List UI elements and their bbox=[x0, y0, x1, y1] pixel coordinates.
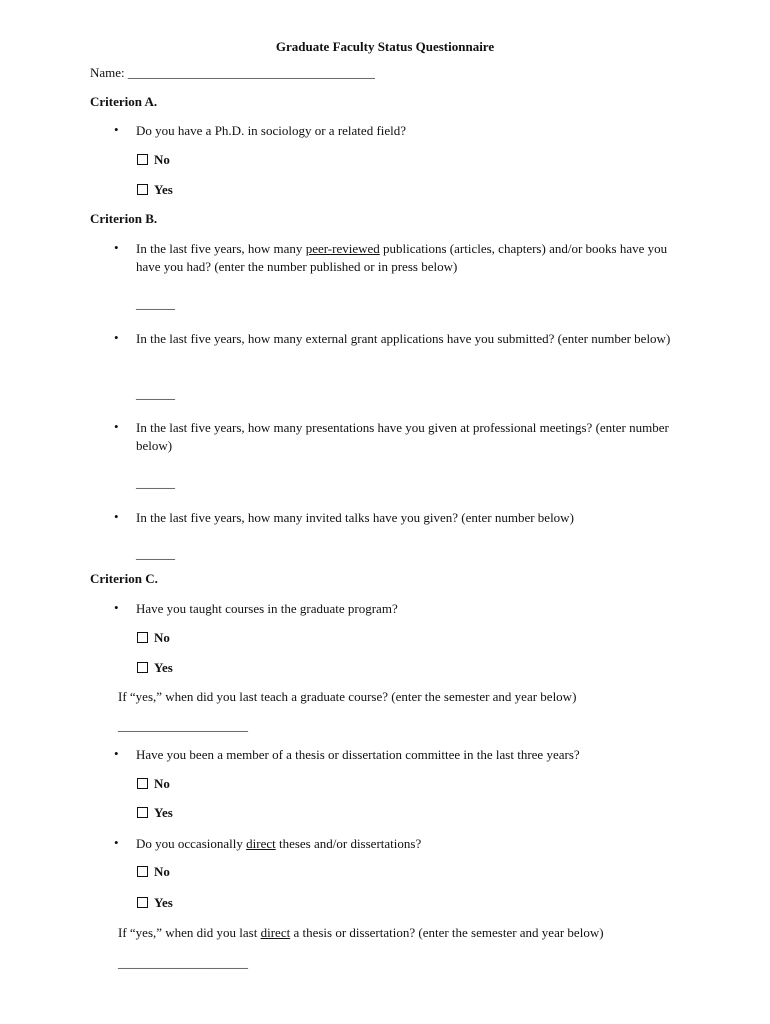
criterion-a-question-1: Do you have a Ph.D. in sociology or a related field? bbox=[136, 123, 407, 138]
criterion-c-q1-followup: If “yes,” when did you last teach a graduate course? (enter the semester and year below) bbox=[118, 689, 577, 704]
bullet-icon: • bbox=[114, 419, 119, 434]
criterion-c-q1-followup-answer[interactable]: ____________________ bbox=[118, 718, 248, 733]
criterion-b-answer-4[interactable]: ______ bbox=[136, 546, 175, 561]
criterion-b-answer-2[interactable]: ______ bbox=[136, 386, 175, 401]
criterion-a-heading: Criterion A. bbox=[90, 94, 158, 109]
question-text: If “yes,” when did you last bbox=[118, 925, 261, 940]
criterion-c-q2-no-option[interactable] bbox=[137, 775, 170, 793]
question-text: publications (articles, chapters) and/or books have you have you had? (enter the number published or in press below) bbox=[136, 241, 668, 274]
option-label: No bbox=[154, 630, 170, 645]
checkbox-icon[interactable] bbox=[137, 897, 148, 908]
criterion-c-q3-no-option[interactable] bbox=[137, 863, 170, 881]
underlined-text: direct bbox=[246, 836, 276, 851]
bullet-icon: • bbox=[114, 240, 119, 255]
criterion-b-question-3: In the last five years, how many presentations have you given at professional meetings? (enter number below) bbox=[136, 420, 669, 453]
name-label: Name: bbox=[90, 65, 125, 80]
checkbox-icon[interactable] bbox=[137, 778, 148, 789]
bullet-icon: • bbox=[114, 600, 119, 615]
criterion-a-no-option[interactable] bbox=[137, 151, 170, 169]
option-label: No bbox=[154, 864, 170, 879]
criterion-c-question-1: Have you taught courses in the graduate program? bbox=[136, 601, 398, 616]
name-row bbox=[90, 64, 375, 82]
checkbox-icon[interactable] bbox=[137, 154, 148, 165]
option-label: Yes bbox=[154, 660, 173, 675]
criterion-c-q1-no-option[interactable] bbox=[137, 629, 170, 647]
bullet-icon: • bbox=[114, 746, 119, 761]
question-text: In the last five years, how many bbox=[136, 241, 306, 256]
checkbox-icon[interactable] bbox=[137, 184, 148, 195]
question-text: a thesis or dissertation? (enter the semester and year below) bbox=[290, 925, 604, 940]
bullet-icon: • bbox=[114, 122, 119, 137]
criterion-c-question-3 bbox=[136, 835, 696, 853]
bullet-icon: • bbox=[114, 330, 119, 345]
criterion-c-q3-followup bbox=[118, 924, 604, 942]
option-label: Yes bbox=[154, 895, 173, 910]
criterion-c-q3-yes-option[interactable] bbox=[137, 894, 173, 912]
option-label: No bbox=[154, 776, 170, 791]
option-label: Yes bbox=[154, 805, 173, 820]
question-text: theses and/or dissertations? bbox=[275, 836, 422, 851]
bullet-icon: • bbox=[114, 835, 119, 850]
checkbox-icon[interactable] bbox=[137, 662, 148, 673]
criterion-b-heading: Criterion B. bbox=[90, 211, 158, 226]
checkbox-icon[interactable] bbox=[137, 632, 148, 643]
underlined-text: peer-reviewed bbox=[305, 241, 380, 256]
name-line[interactable]: ______________________________________ bbox=[127, 65, 375, 80]
option-label: Yes bbox=[154, 182, 173, 197]
criterion-c-q3-followup-answer[interactable]: ____________________ bbox=[118, 955, 248, 970]
checkbox-icon[interactable] bbox=[137, 866, 148, 877]
criterion-c-heading: Criterion C. bbox=[90, 571, 158, 586]
page-title: Graduate Faculty Status Questionnaire bbox=[275, 39, 495, 54]
criterion-b-answer-3[interactable]: ______ bbox=[136, 475, 175, 490]
question-text: Do you occasionally bbox=[136, 836, 247, 851]
checkbox-icon[interactable] bbox=[137, 807, 148, 818]
criterion-c-q2-yes-option[interactable] bbox=[137, 804, 173, 822]
bullet-icon: • bbox=[114, 509, 119, 524]
criterion-b-question-2: In the last five years, how many external grant applications have you submitted? (enter number below) bbox=[136, 331, 671, 346]
criterion-b-answer-1[interactable]: ______ bbox=[136, 296, 175, 311]
criterion-c-q1-yes-option[interactable] bbox=[137, 659, 173, 677]
criterion-b-question-4: In the last five years, how many invited talks have you given? (enter number below) bbox=[136, 510, 574, 525]
underlined-text: direct bbox=[260, 925, 291, 940]
criterion-a-yes-option[interactable] bbox=[137, 181, 173, 199]
criterion-c-question-2: Have you been a member of a thesis or dissertation committee in the last three years? bbox=[136, 747, 580, 762]
criterion-b-question-1 bbox=[136, 240, 686, 276]
option-label: No bbox=[154, 152, 170, 167]
